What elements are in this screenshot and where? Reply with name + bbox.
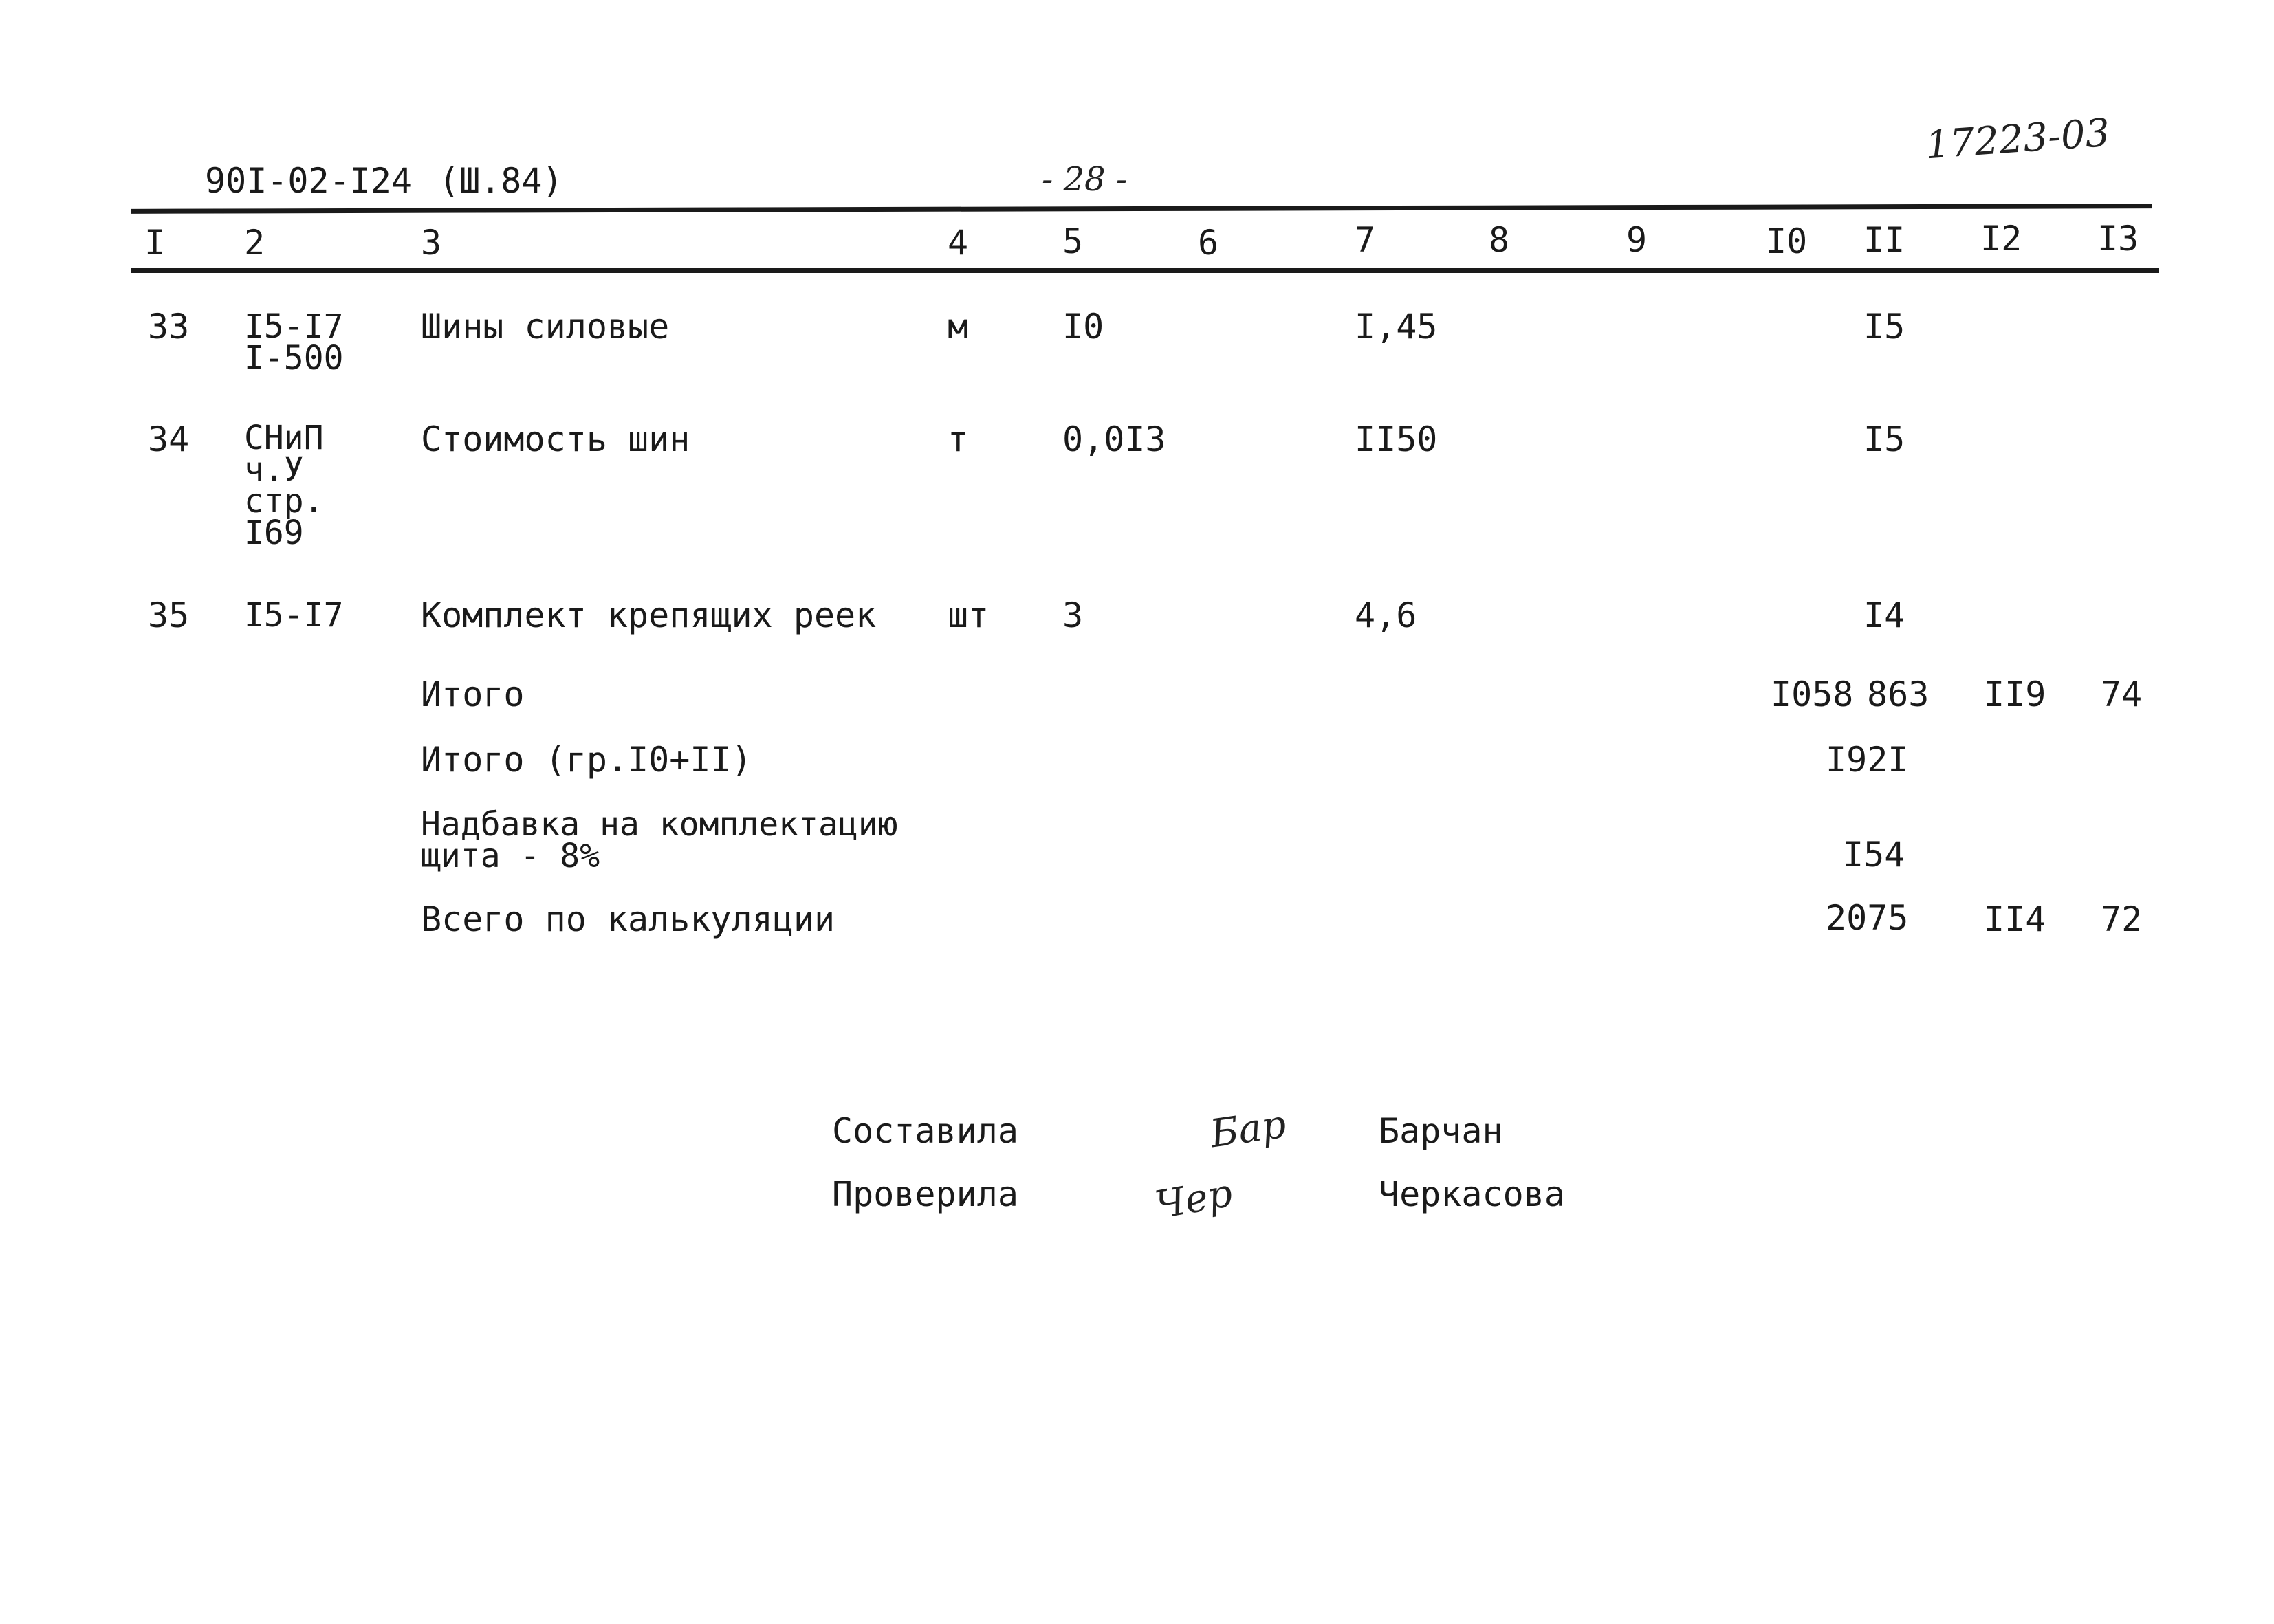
grand-total-col10-11: 2075	[1826, 898, 1909, 938]
row-col5: 0,0I3	[1062, 419, 1166, 459]
markup-label-line: щита - 8%	[421, 837, 600, 875]
header-top-rule	[131, 204, 2152, 214]
row-code-line: стр.	[244, 482, 324, 520]
column-header-5: 5	[1062, 221, 1084, 261]
column-header-7: 7	[1355, 220, 1376, 260]
row-col11: I5	[1863, 307, 1905, 347]
row-number: 35	[148, 595, 190, 635]
row-code-line: СНиП	[244, 419, 324, 457]
grand-total-label: Всего по калькуляции	[421, 899, 835, 939]
document-code: 90I-02-I24	[205, 161, 413, 201]
row-code-line: I5-I7	[244, 596, 344, 635]
signature-name: Черкасова	[1379, 1174, 1565, 1214]
row-unit: м	[948, 307, 969, 347]
row-col11: I5	[1863, 419, 1905, 459]
row-code-line: ч.У	[244, 450, 304, 489]
totals-col12: II9	[1984, 674, 2046, 714]
row-unit: шт	[948, 595, 990, 635]
row-code	[244, 419, 324, 552]
page-number: - 28 -	[1042, 160, 1128, 199]
row-unit: т	[948, 419, 969, 459]
totals-label: Итого	[421, 674, 525, 714]
row-number: 34	[148, 419, 190, 459]
row-code	[244, 596, 344, 635]
row-code-line: I-500	[244, 339, 344, 377]
column-header-4: 4	[948, 223, 969, 263]
handwritten-signature: Чер	[1152, 1170, 1236, 1229]
column-header-1: I	[144, 223, 166, 263]
document-edition: (Ш.84)	[439, 161, 563, 201]
row-name: Шины силовые	[421, 307, 670, 347]
row-code-line: I5-I7	[244, 307, 344, 346]
column-header-12: I2	[1980, 219, 2022, 259]
column-header-6: 6	[1198, 223, 1219, 263]
row-name: Комплект крепящих реек	[421, 595, 877, 635]
row-code-line: I69	[244, 514, 304, 552]
row-col5: 3	[1062, 595, 1084, 635]
markup-label	[421, 805, 898, 875]
signature-role: Проверила	[832, 1174, 1018, 1214]
column-header-13: I3	[2097, 219, 2139, 259]
markup-value: I54	[1843, 835, 1905, 875]
row-col7: 4,6	[1355, 595, 1417, 635]
header-bottom-rule	[131, 268, 2159, 273]
totals-col11: 863	[1867, 674, 1929, 714]
column-header-2: 2	[244, 223, 265, 263]
grand-total-col13: 72	[2101, 899, 2143, 939]
signature-role: Составила	[832, 1111, 1018, 1151]
totals-col10: I058	[1771, 674, 1854, 714]
column-header-11: II	[1863, 220, 1905, 260]
markup-label-line: Надбавка на комплектацию	[421, 805, 898, 844]
grand-total-col12: II4	[1984, 899, 2046, 939]
handwritten-signature: Бар	[1207, 1101, 1289, 1157]
row-name: Стоимость шин	[421, 419, 690, 459]
column-header-3: 3	[421, 223, 442, 263]
column-header-8: 8	[1489, 220, 1510, 260]
stamp-number: 17223-03	[1924, 110, 2112, 168]
column-header-9: 9	[1626, 220, 1648, 260]
column-header-10: I0	[1766, 221, 1808, 261]
totals-sum-label: Итого (гр.I0+II)	[421, 740, 752, 780]
signature-name: Барчан	[1379, 1111, 1503, 1151]
row-number: 33	[148, 307, 190, 347]
row-code	[244, 307, 344, 377]
row-col7: I,45	[1355, 307, 1438, 347]
row-col5: I0	[1062, 307, 1104, 347]
totals-col13: 74	[2101, 674, 2143, 714]
row-col7: II50	[1355, 419, 1438, 459]
row-col11: I4	[1863, 595, 1905, 635]
totals-sum-value: I92I	[1826, 740, 1909, 780]
